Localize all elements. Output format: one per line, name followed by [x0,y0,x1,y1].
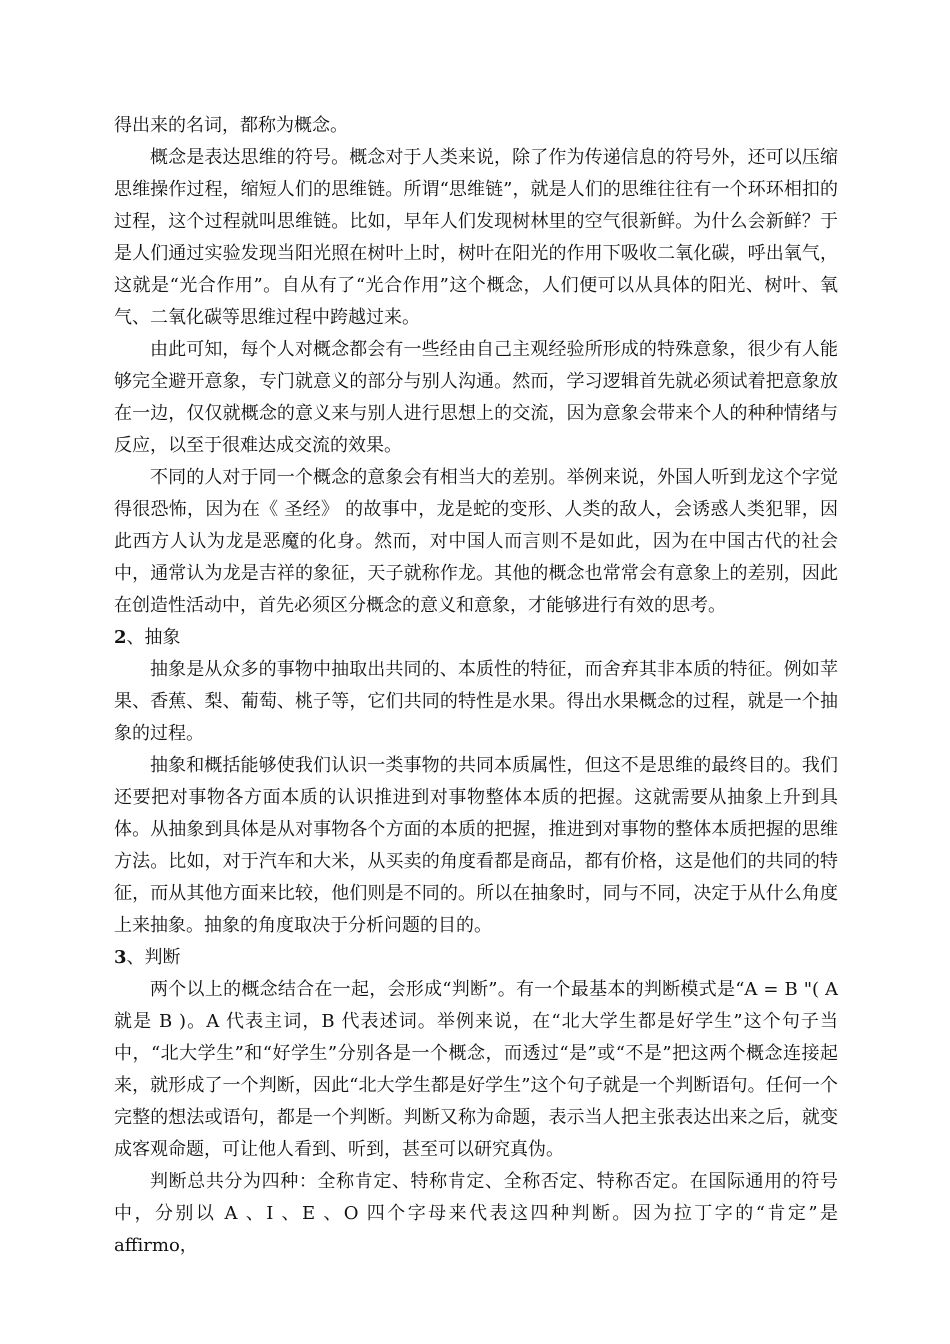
paragraph: 抽象和概括能够使我们认识一类事物的共同本质属性，但这不是思维的最终目的。我们还要把对事物各方面本质的认识推进到对事物整体本质的把握。这就需要从抽象上升到具体。从抽象到具体是从对事物各个方面的本质的把握，推进到对事物的整体本质把握的思维方法。比如，对于汽车和大米，从买卖的角度看都是商品，都有价格，这是他们的共同的特征，而从其他方面来比较，他们则是不同的。所以在抽象时，同与不同，决定于从什么角度上来抽象。抽象的角度取决于分析问题的目的。 [114,755,838,936]
paragraph: 两个以上的概念结合在一起，会形成“判断”。有一个最基本的判断模式是“A = B "( A 就是 B )。A 代表主词，B 代表述词。举例来说，在“北大学生都是好学生”这个句子当中，“北大学生”和“好学生”分别各是一个概念，而透过“是”或“不是”把这两个概念连接起来，就形成了一个判断，因此“北大学生都是好学生”这个句子就是一个判断语句。任何一个完整的想法或语句，都是一个判断。判断又称为命题，表示当人把主张表达出来之后，就变成客观命题，可让他人看到、听到，甚至可以研究真伪。 [114,979,838,1160]
section-number: 2 [114,627,127,648]
paragraph: 抽象是从众多的事物中抽取出共同的、本质性的特征，而舍弃其非本质的特征。例如苹果、香蕉、梨、葡萄、桃子等，它们共同的特性是水果。得出水果概念的过程，就是一个抽象的过程。 [114,659,838,744]
section-title: 、抽象 [126,627,181,648]
section-heading-abstraction [114,622,838,654]
paragraph: 概念是表达思维的符号。概念对于人类来说，除了作为传递信息的符号外，还可以压缩思维操作过程，缩短人们的思维链。所谓“思维链”，就是人们的思维往往有一个环环相扣的过程，这个过程就叫思维链。比如，早年人们发现树林里的空气很新鲜。为什么会新鲜？于是人们通过实验发现当阳光照在树叶上时，树叶在阳光的作用下吸收二氧化碳，呼出氧气，这就是“光合作用”。自从有了“光合作用”这个概念，人们便可以从具体的阳光、树叶、氧气、二氧化碳等思维过程中跨越过来。 [114,147,838,328]
section-title: 、判断 [126,947,181,968]
paragraph: 判断总共分为四种：全称肯定、特称肯定、全称否定、特称否定。在国际通用的符号中，分别以 A 、I 、E 、O 四个字母来代表这四种判断。因为拉丁字的“肯定”是 affirmo， [114,1171,838,1256]
paragraph: 由此可知，每个人对概念都会有一些经由自己主观经验所形成的特殊意象，很少有人能够完全避开意象，专门就意义的部分与别人沟通。然而，学习逻辑首先就必须试着把意象放在一边，仅仅就概念的意义来与别人进行思想上的交流，因为意象会带来个人的种种情绪与反应，以至于很难达成交流的效果。 [114,339,838,456]
section-number: 3 [114,947,127,968]
paragraph: 不同的人对于同一个概念的意象会有相当大的差别。举例来说，外国人听到龙这个字觉得很恐怖，因为在《 圣经》 的故事中，龙是蛇的变形、人类的敌人，会诱惑人类犯罪，因此西方人认为龙是恶魔的化身。然而，对中国人而言则不是如此，因为在中国古代的社会中，通常认为龙是吉祥的象征，天子就称作龙。其他的概念也常常会有意象上的差别，因此在创造性活动中，首先必须区分概念的意义和意象，才能够进行有效的思考。 [114,467,838,616]
paragraph: 得出来的名词，都称为概念。 [114,115,348,136]
section-heading-judgment [114,942,838,974]
document-page [114,110,838,1262]
